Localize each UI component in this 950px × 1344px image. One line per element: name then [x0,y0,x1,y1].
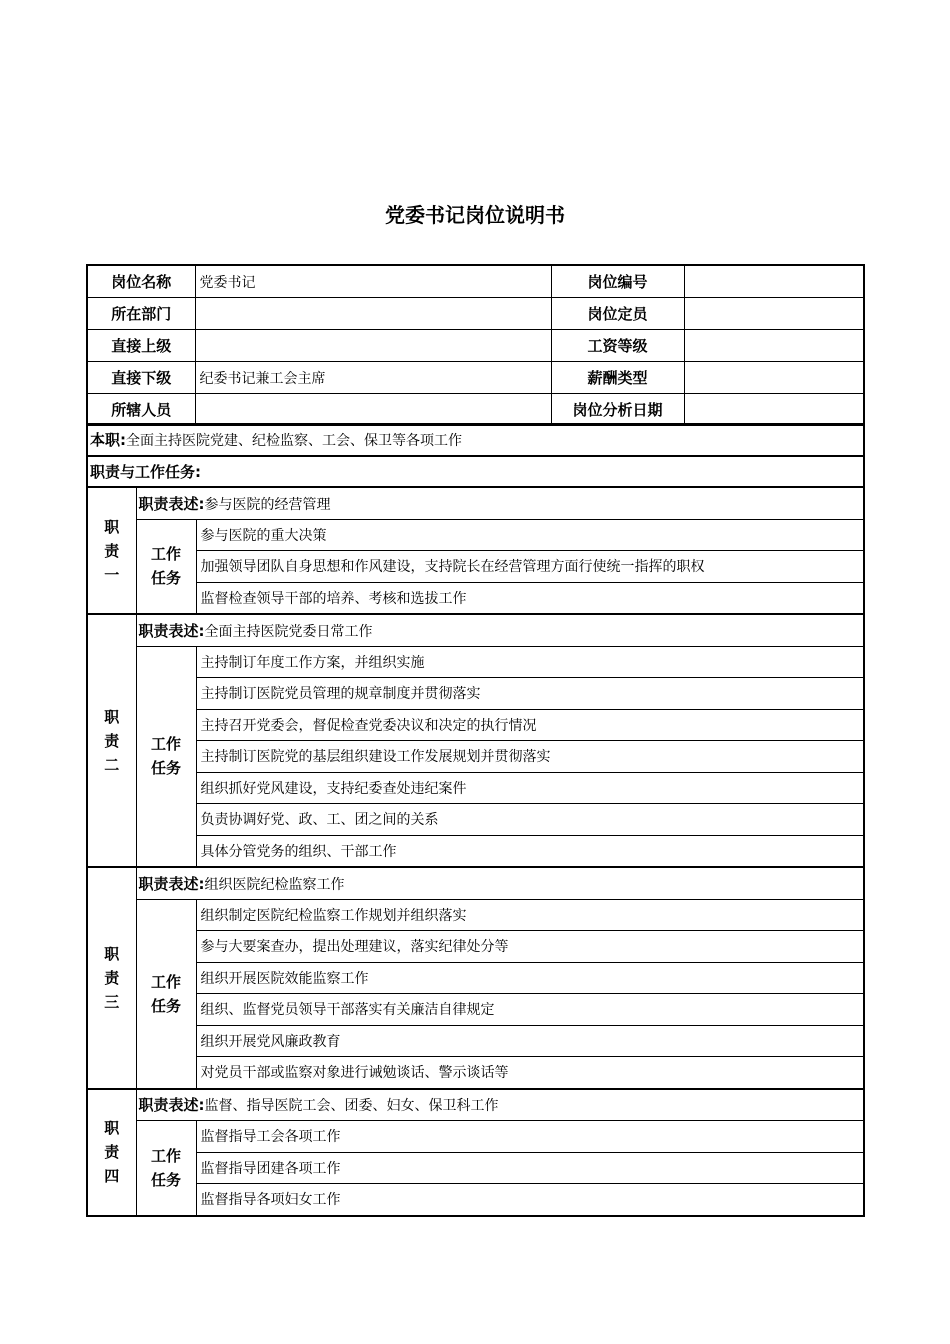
duty-task-row [87,1057,864,1089]
task-item: 组织开展医院效能监察工作 [196,962,864,994]
task-item: 主持召开党委会，督促检查党委决议和决定的执行情况 [196,709,864,741]
task-item: 主持制订医院党员管理的规章制度并贯彻落实 [196,678,864,710]
duty-name [87,1089,136,1216]
task-item: 监督检查领导干部的培养、考核和选拔工作 [196,582,864,614]
duty-statement-label: 职责表述: [138,1096,205,1115]
info-left-value: 纪委书记兼工会主席 [195,362,551,394]
duty-task-row [87,1152,864,1184]
task-label-part: 工作 [150,1146,181,1165]
duty-name-char: 责 [104,968,120,987]
info-right-value [684,330,864,362]
role-text: 全面主持医院党建、纪检监察、工会、保卫等各项工作 [126,433,462,449]
duty-task-row [87,994,864,1026]
duty-statement-row [87,487,864,519]
info-right-value [684,265,864,298]
info-right-label: 岗位分析日期 [551,394,684,426]
info-left-value: 党委书记 [195,265,551,298]
task-item: 主持制订年度工作方案，并组织实施 [196,646,864,678]
info-right-label: 岗位定员 [551,298,684,330]
task-label [136,519,196,614]
info-left-label: 所辖人员 [87,394,195,426]
duty-task-row [87,741,864,773]
info-left-label: 直接下级 [87,362,195,394]
info-right-value [684,298,864,330]
duty-statement-text: 参与医院的经营管理 [204,496,331,513]
task-item: 参与医院的重大决策 [196,519,864,551]
info-right-label: 薪酬类型 [551,362,684,394]
info-left-label: 所在部门 [87,298,195,330]
duty-task-row [87,582,864,614]
task-label-part: 工作 [150,972,181,991]
info-left-label: 岗位名称 [87,265,195,298]
duty-statement-row [87,867,864,899]
duty-task-row [87,678,864,710]
task-item: 对党员干部或监察对象进行诫勉谈话、警示谈话等 [196,1057,864,1089]
task-label [136,899,196,1089]
duty-name-char: 一 [104,565,120,584]
info-left-label: 直接上级 [87,330,195,362]
duty-task-row [87,899,864,931]
info-row [87,362,864,394]
info-row [87,394,864,426]
duty-task-row [87,646,864,678]
duty-name-char: 责 [104,541,120,560]
task-label-part: 任务 [150,759,181,778]
duty-statement-label: 职责表述: [138,874,205,893]
task-label-part: 任务 [150,569,181,588]
task-label [136,646,196,867]
duty-statement-row [87,614,864,646]
info-right-label: 工资等级 [551,330,684,362]
info-right-value [684,394,864,426]
info-left-value [195,394,551,426]
duty-name-char: 二 [104,755,120,774]
duty-task-row [87,772,864,804]
duty-name-char: 责 [104,731,120,750]
task-item: 组织抓好党风建设，支持纪委查处违纪案件 [196,772,864,804]
duty-task-row [87,835,864,867]
task-item: 参与大要案查办，提出处理建议，落实纪律处分等 [196,931,864,963]
duty-name-char: 四 [104,1167,120,1185]
duty-task-row [87,1025,864,1057]
duty-statement-row [87,1089,864,1121]
task-label-part: 任务 [150,996,181,1015]
duty-name-char: 职 [104,1119,120,1137]
task-item: 组织开展党风廉政教育 [196,1025,864,1057]
duty-name-char: 责 [104,1143,120,1161]
task-item: 监督指导各项妇女工作 [196,1184,864,1216]
duty-statement [136,614,864,646]
info-row [87,265,864,298]
duty-task-row [87,551,864,583]
task-item: 具体分管党务的组织、干部工作 [196,835,864,867]
duty-statement-text: 监督、指导医院工会、团委、妇女、保卫科工作 [204,1098,499,1115]
task-item: 加强领导团队自身思想和作风建设，支持院长在经营管理方面行使统一指挥的职权 [196,551,864,583]
task-label-part: 任务 [150,1170,181,1189]
info-right-value [684,362,864,394]
info-right-label: 岗位编号 [551,265,684,298]
info-left-value [195,298,551,330]
role-label: 本职: [90,431,126,449]
duty-statement [136,867,864,899]
duty-task-row [87,962,864,994]
duties-table [86,486,865,1217]
duty-task-row [87,519,864,551]
duty-statement [136,1089,864,1121]
task-item: 组织制定医院纪检监察工作规划并组织落实 [196,899,864,931]
task-label-part: 工作 [150,545,181,564]
duty-statement-label: 职责表述: [138,494,205,513]
info-row [87,330,864,362]
task-label-part: 工作 [150,735,181,754]
duty-name-char: 职 [104,517,120,536]
task-item: 监督指导团建各项工作 [196,1152,864,1184]
duty-name [87,487,136,614]
duty-name-char: 职 [104,707,120,726]
role-summary [86,423,865,455]
duty-task-row [87,804,864,836]
duty-name-char: 职 [104,944,120,963]
duty-task-row [87,931,864,963]
task-item: 监督指导工会各项工作 [196,1121,864,1153]
duty-task-row [87,1184,864,1216]
task-item: 主持制订医院党的基层组织建设工作发展规划并贯彻落实 [196,741,864,773]
duty-statement-label: 职责表述: [138,621,205,640]
task-item: 负责协调好党、政、工、团之间的关系 [196,804,864,836]
duty-statement-text: 组织医院纪检监察工作 [204,876,345,893]
duty-name [87,614,136,867]
duty-task-row [87,709,864,741]
info-row [87,298,864,330]
page-title: 党委书记岗位说明书 [385,203,565,227]
task-label [136,1121,196,1216]
duties-header-label: 职责与工作任务: [90,463,201,481]
duty-task-row [87,1121,864,1153]
duty-name-char: 三 [104,992,120,1011]
position-info-table [86,264,865,426]
duties-header [86,455,865,487]
info-left-value [195,330,551,362]
duty-statement-text: 全面主持医院党委日常工作 [204,623,373,640]
task-item: 组织、监督党员领导干部落实有关廉洁自律规定 [196,994,864,1026]
duty-name [87,867,136,1089]
duty-statement [136,487,864,519]
